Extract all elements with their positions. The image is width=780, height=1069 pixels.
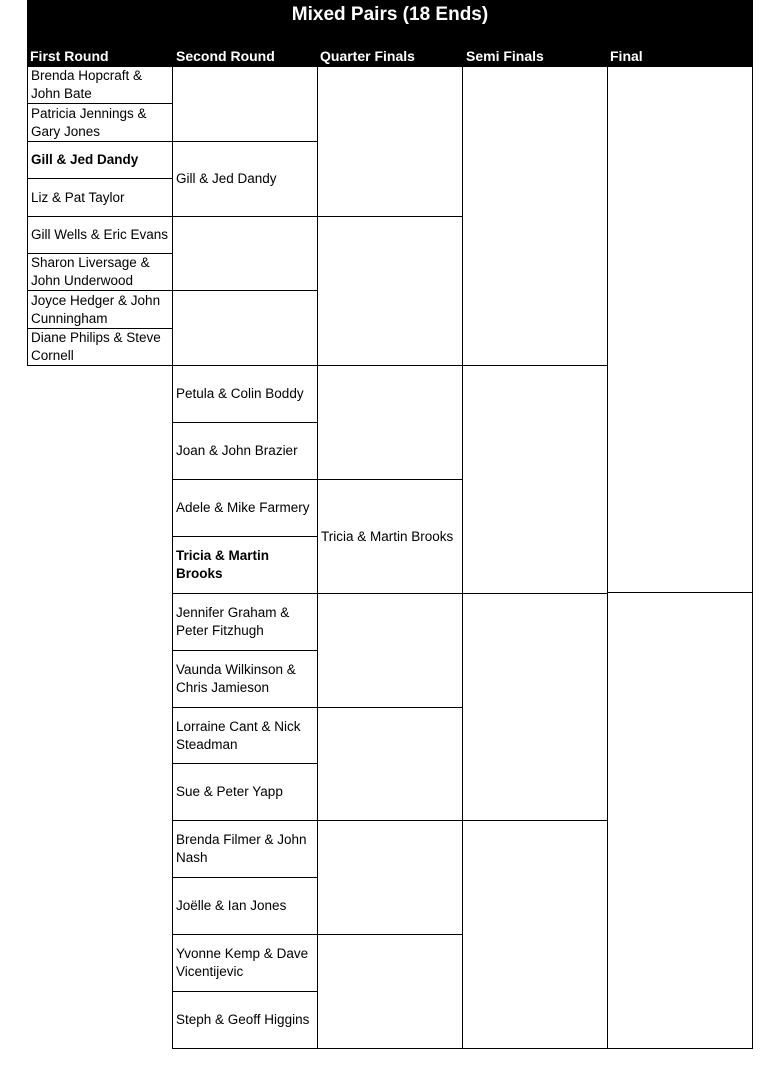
final-slot <box>607 592 753 1049</box>
column-header-final: Final <box>610 48 643 64</box>
first-round-slot <box>27 253 173 291</box>
team-name: Gill & Jed Dandy <box>31 152 139 167</box>
page-title: Mixed Pairs (18 Ends) <box>291 4 489 25</box>
second-round-slot <box>172 216 318 291</box>
second-round-slot <box>172 66 318 142</box>
team-name: Brenda Hopcraft & John Bate <box>31 68 143 101</box>
team-name: Joan & John Brazier <box>176 443 298 458</box>
final-slot <box>607 66 753 593</box>
first-round-slot <box>27 328 173 366</box>
team-name: Yvonne Kemp & Dave Vicentijevic <box>176 946 309 979</box>
team-name: Lorraine Cant & Nick Steadman <box>176 718 301 752</box>
second-round-slot <box>172 707 318 764</box>
column-header-quarter-finals: Quarter Finals <box>320 48 415 64</box>
second-round-slot <box>172 991 318 1049</box>
team-name: Vaunda Wilkinson & Chris Jamieson <box>176 662 296 695</box>
second-round-slot <box>172 422 318 480</box>
second-round-slot <box>172 820 318 878</box>
second-round-slot <box>172 536 318 594</box>
second-round-slot <box>172 650 318 708</box>
second-round-slot <box>172 290 318 366</box>
first-round-slot <box>27 141 173 179</box>
second-round-slot <box>172 479 318 537</box>
team-name: Tricia & Martin Brooks <box>321 528 454 544</box>
team-name: Gill & Jed Dandy <box>176 171 277 186</box>
second-round-slot <box>172 593 318 651</box>
first-round-slot <box>27 66 173 104</box>
semi-final-slot <box>462 593 608 821</box>
quarter-final-slot <box>317 365 463 480</box>
team-name: Petula & Colin Boddy <box>176 386 304 401</box>
bracket-header <box>27 0 753 66</box>
quarter-final-slot <box>317 66 463 217</box>
first-round-slot <box>27 103 173 142</box>
first-round-slot <box>27 178 173 217</box>
team-name: Joyce Hedger & John Cunningham <box>31 292 161 326</box>
quarter-final-slot <box>317 707 463 821</box>
second-round-slot <box>172 763 318 821</box>
team-name: Gill Wells & Eric Evans <box>31 227 169 242</box>
team-name: Joëlle & Ian Jones <box>176 898 287 913</box>
quarter-final-slot <box>317 479 463 594</box>
team-name: Steph & Geoff Higgins <box>176 1012 310 1027</box>
team-name: Sue & Peter Yapp <box>176 784 283 799</box>
second-round-slot <box>172 877 318 935</box>
quarter-final-slot <box>317 593 463 708</box>
quarter-final-slot <box>317 820 463 935</box>
quarter-final-slot <box>317 934 463 1049</box>
team-name: Tricia & Martin Brooks <box>176 548 270 581</box>
semi-final-slot <box>462 820 608 1049</box>
team-name: Sharon Liversage & John Underwood <box>31 255 150 288</box>
team-name: Adele & Mike Farmery <box>176 500 310 515</box>
team-name: Liz & Pat Taylor <box>31 189 125 205</box>
team-name: Jennifer Graham & Peter Fitzhugh <box>176 605 290 638</box>
semi-final-slot <box>462 365 608 594</box>
second-round-slot <box>172 365 318 423</box>
second-round-slot <box>172 934 318 992</box>
second-round-slot <box>172 141 318 217</box>
team-name: Diane Philips & Steve Cornell <box>31 330 161 363</box>
first-round-slot <box>27 290 173 329</box>
column-header-second-round: Second Round <box>176 48 275 64</box>
quarter-final-slot <box>317 216 463 366</box>
first-round-slot <box>27 216 173 254</box>
team-name: Patricia Jennings & Gary Jones <box>31 105 147 139</box>
semi-final-slot <box>462 66 608 366</box>
team-name: Brenda Filmer & John Nash <box>176 832 307 865</box>
column-header-first-round: First Round <box>30 48 109 64</box>
column-header-semi-finals: Semi Finals <box>466 48 544 64</box>
